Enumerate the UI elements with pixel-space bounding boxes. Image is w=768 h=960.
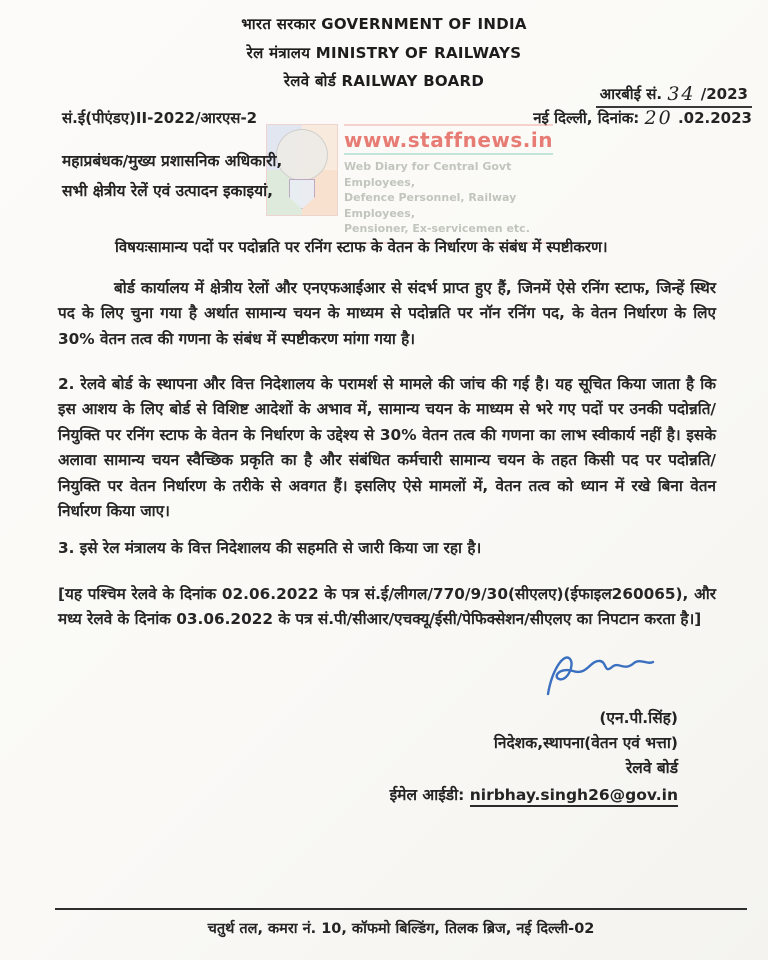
disposal-note: [यह पश्चिम रेलवे के दिनांक 02.06.2022 के पत्र सं.ई/लीगल/770/9/30(सीएलए)(ईफाइल260065), और मध्य रेलवे के दिनांक 03.06.2022 के पत्र सं.पी/सीआर/एचक्यू/ईसी/पेफिक्सेशन/सीएलए का निपटान करता है।] [58,585,716,629]
watermark-tagline [344,155,553,244]
rbe-suffix: /2023 [700,85,748,103]
rbe-number-handwritten: 34 [667,83,696,105]
watermark-tagline-line1: Web Diary for Central Govt Employees, [344,160,512,189]
letterhead-line2: रेल मंत्रालय MINISTRY OF RAILWAYS [246,43,522,62]
body-paragraph-2: 2. रेलवे बोर्ड के स्थापना और वित्त निदेशालय के परामर्श से मामले की जांच की गई है। यह सूचित किया जाता है कि इस आशय के लिए बोर्ड से विशिष्ट आदेशों के अभाव में, सामान्य चयन के माध्यम से भरे गए पदों पर उनकी पदोन्नति/नियुक्ति पर रनिंग स्टाफ के वेतन के निर्धारण के उद्देश्य से 30% वेतन तत्व की गणना का लाभ स्वीकार्य नहीं है। इसके अलावा सामान्य चयन स्वैच्छिक प्रकृति का है और संबंधित कर्मचारी सामान्य चयन के तहत किसी पद पर पदोन्नति/नियुक्ति पर वेतन निर्धारण के तरीके से अवगत हैं। इसलिए ऐसे मामलों में, वेतन तत्व को ध्यान में रखे बिना वेतन निर्धारण किया जाए। [58,375,716,521]
body-paragraph-3: 3. इसे रेल मंत्रालय के वित्त निदेशालय की सहमति से जारी किया जा रहा है। [58,539,482,557]
signature-block [390,648,678,808]
place-date-prefix: नई दिल्ली, दिनांक: [533,109,640,127]
subject-line: विषयःसामान्य पदों पर पदोन्नति पर रनिंग स्टाफ के वेतन के निर्धारण के संबंध में स्पष्टीकरण। [115,238,608,256]
letterhead-line1: भारत सरकार GOVERNMENT OF INDIA [241,15,527,33]
logo-circle-icon [276,129,328,181]
footer [55,908,747,938]
email-label: ईमेल आईडी: [389,786,465,804]
place-date-line [533,106,752,128]
email-address: nirbhay.singh26@gov.in [470,786,678,807]
staffnews-watermark [266,124,553,244]
body-paragraph-1: बोर्ड कार्यालय में क्षेत्रीय रेलों और एनएफआईआर से संदर्भ प्राप्त हुए हैं, जिनमें ऐसे रनिंग स्टाफ, जिन्हें स्थिर पद के लिए चुना गया है अर्थात सामान्य चयन के माध्यम से पदोन्नति पर नॉन रनिंग पद, के वेतन निर्धारण के लिए 30% वेतन तत्व की गणना के संबंध में स्पष्टीकरण मांगा गया है। [58,279,716,348]
watermark-site-url: www.staffnews.in [344,124,553,155]
letterhead-line3: रेलवे बोर्ड RAILWAY BOARD [283,72,485,90]
addressee-line2: सभी क्षेत्रीय रेलें एवं उत्पादन इकाइयां, [62,182,273,200]
email-line [390,783,678,808]
addressee-block [62,146,282,206]
signatory-organization: रेलवे बोर्ड [625,759,678,777]
footer-address: चतुर्थ तल, कमरा नं. 10, कॉफमो बिल्डिंग, तिलक ब्रिज, नई दिल्ली-02 [207,921,595,937]
rbe-number-line [596,82,752,108]
watermark-tagline-line3: Pensioner, Ex-servicemen etc. [344,222,530,235]
signatory-designation: निदेशक,स्थापना(वेतन एवं भत्ता) [493,734,678,752]
file-number: सं.ई(पीएंडए)II-2022/आरएस-2 [62,109,258,127]
date-suffix: .02.2023 [677,109,752,127]
addressee-line1: महाप्रबंधक/मुख्य प्रशासनिक अधिकारी, [62,152,283,170]
watermark-text [344,124,553,244]
date-day-handwritten: 20 [644,107,673,129]
rbe-prefix: आरबीई सं. [599,85,663,103]
watermark-tagline-line2: Defence Personnel, Railway Employees, [344,191,517,220]
handwritten-signature [540,648,660,700]
signatory-name: (एन.पी.सिंह) [599,709,678,727]
